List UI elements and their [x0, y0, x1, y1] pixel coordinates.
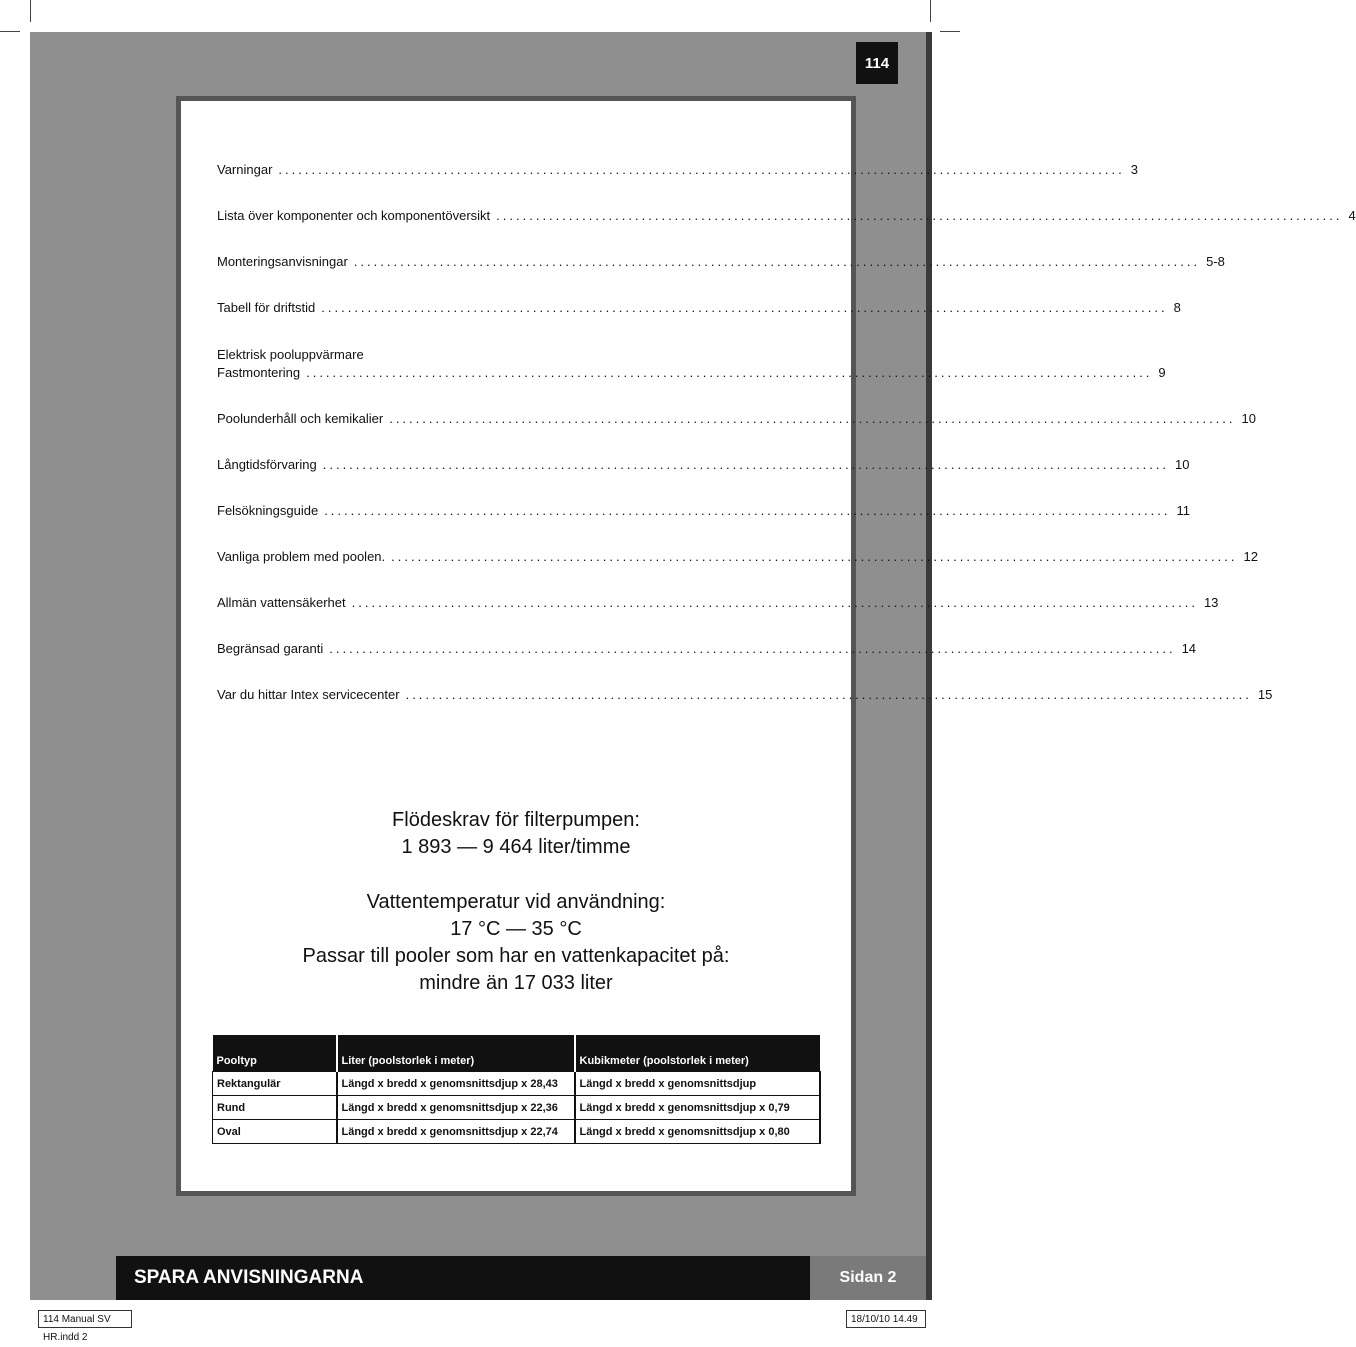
table-cell: Längd x bredd x genomsnittsdjup x 0,80 [575, 1120, 821, 1144]
toc-leader: ................................................................................................................................ [389, 411, 1236, 426]
toc-label: Allmän vattensäkerhet [217, 595, 346, 610]
table-cell: Längd x bredd x genomsnittsdjup x 22,36 [337, 1096, 575, 1120]
crop-mark [930, 0, 931, 22]
column-header: Kubikmeter (poolstorlek i meter) [575, 1035, 821, 1072]
table-cell: Längd x bredd x genomsnittsdjup x 28,43 [337, 1072, 575, 1096]
capacity-title: Passar till pooler som har en vattenkapacitet på: [302, 945, 730, 967]
toc-leader: ................................................................................................................................ [306, 365, 1153, 380]
toc-entry[interactable] [217, 299, 1181, 317]
toc-entry[interactable] [217, 594, 1219, 612]
toc-leader: ................................................................................................................................ [278, 162, 1125, 177]
toc-label: Felsökningsguide [217, 503, 319, 518]
toc-label: Varningar [217, 162, 273, 177]
toc-label: Monteringsanvisningar [217, 254, 348, 269]
toc-leader: ................................................................................................................................ [351, 595, 1198, 610]
table-row [213, 1072, 821, 1096]
toc-leader: ................................................................................................................................ [353, 254, 1201, 269]
toc-page: 11 [1176, 503, 1190, 518]
toc-page: 9 [1158, 365, 1166, 380]
toc-pre-label: Elektrisk pooluppvärmare [217, 347, 364, 362]
toc-label: Tabell för driftstid [217, 300, 316, 315]
toc-leader: ................................................................................................................................ [405, 687, 1252, 702]
flow-title: Flödeskrav för filterpumpen: [392, 809, 640, 831]
table-cell: Oval [213, 1120, 337, 1144]
footer-side-label: Sidan 2 [810, 1256, 926, 1300]
toc-page: 10 [1175, 457, 1190, 472]
toc-entry[interactable] [217, 410, 1256, 428]
toc-page: 13 [1203, 595, 1219, 610]
toc-leader: ................................................................................................................................ [496, 208, 1343, 223]
toc-page: 3 [1130, 162, 1138, 177]
crop-mark [940, 31, 960, 32]
toc-page: 5-8 [1206, 254, 1225, 269]
toc-entry[interactable] [217, 456, 1190, 474]
toc-label: Lista över komponenter och komponentöversikt [217, 208, 491, 223]
toc-label: Poolunderhåll och kemikalier [217, 411, 384, 426]
toc-leader: ................................................................................................................................ [329, 641, 1176, 656]
slug-timestamp: 18/10/10 14.49 [846, 1310, 926, 1328]
column-header: Pooltyp [213, 1035, 337, 1072]
toc-label: Fastmontering [217, 365, 301, 380]
toc-page: 4 [1348, 208, 1356, 223]
toc-label: Långtidsförvaring [217, 457, 317, 472]
toc-entry[interactable] [217, 686, 1273, 704]
toc-page: 10 [1241, 411, 1256, 426]
table-cell: Längd x bredd x genomsnittsdjup x 22,74 [337, 1120, 575, 1144]
toc-entry[interactable] [217, 207, 1356, 225]
footer-title: SPARA ANVISNINGARNA [134, 1267, 364, 1288]
toc-leader: ................................................................................................................................ [324, 503, 1171, 518]
footer-banner [116, 1256, 926, 1300]
table-cell: Rund [213, 1096, 337, 1120]
table-cell: Rektangulär [213, 1072, 337, 1096]
toc-entry[interactable] [217, 161, 1138, 179]
crop-mark [0, 31, 20, 32]
table-row [213, 1120, 821, 1144]
temp-title: Vattentemperatur vid användning: [366, 891, 666, 913]
toc-page: 12 [1243, 549, 1258, 564]
toc-leader: ................................................................................................................................ [321, 300, 1168, 315]
toc-entry[interactable] [217, 640, 1197, 658]
flow-value: 1 893 — 9 464 liter/timme [401, 836, 631, 858]
table-row [213, 1096, 821, 1120]
capacity-value: mindre än 17 033 liter [419, 972, 613, 994]
temp-value: 17 °C — 35 °C [450, 918, 582, 940]
column-header: Liter (poolstorlek i meter) [337, 1035, 575, 1072]
content-page [176, 96, 1356, 1196]
toc-entry[interactable] [217, 346, 1166, 382]
slug-filename: 114 Manual SV HR.indd 2 [38, 1310, 132, 1328]
toc-page: 8 [1173, 300, 1181, 315]
toc-page: 14 [1181, 641, 1197, 656]
table-header-row [213, 1035, 821, 1072]
crop-mark [30, 0, 31, 22]
toc-page: 15 [1257, 687, 1273, 702]
toc-leader: ................................................................................................................................ [391, 549, 1238, 564]
toc-label: Var du hittar Intex servicecenter [217, 687, 400, 702]
toc-entry[interactable] [217, 548, 1258, 566]
toc-leader: ................................................................................................................................ [322, 457, 1170, 472]
page-number-badge: 114 [856, 42, 898, 84]
toc-entry[interactable] [217, 502, 1190, 520]
toc-entry[interactable] [217, 253, 1225, 271]
pool-volume-table [212, 1035, 821, 1144]
toc-label: Vanliga problem med poolen. [217, 549, 386, 564]
toc-label: Begränsad garanti [217, 641, 324, 656]
table-cell: Längd x bredd x genomsnittsdjup [575, 1072, 821, 1096]
table-cell: Längd x bredd x genomsnittsdjup x 0,79 [575, 1096, 821, 1120]
